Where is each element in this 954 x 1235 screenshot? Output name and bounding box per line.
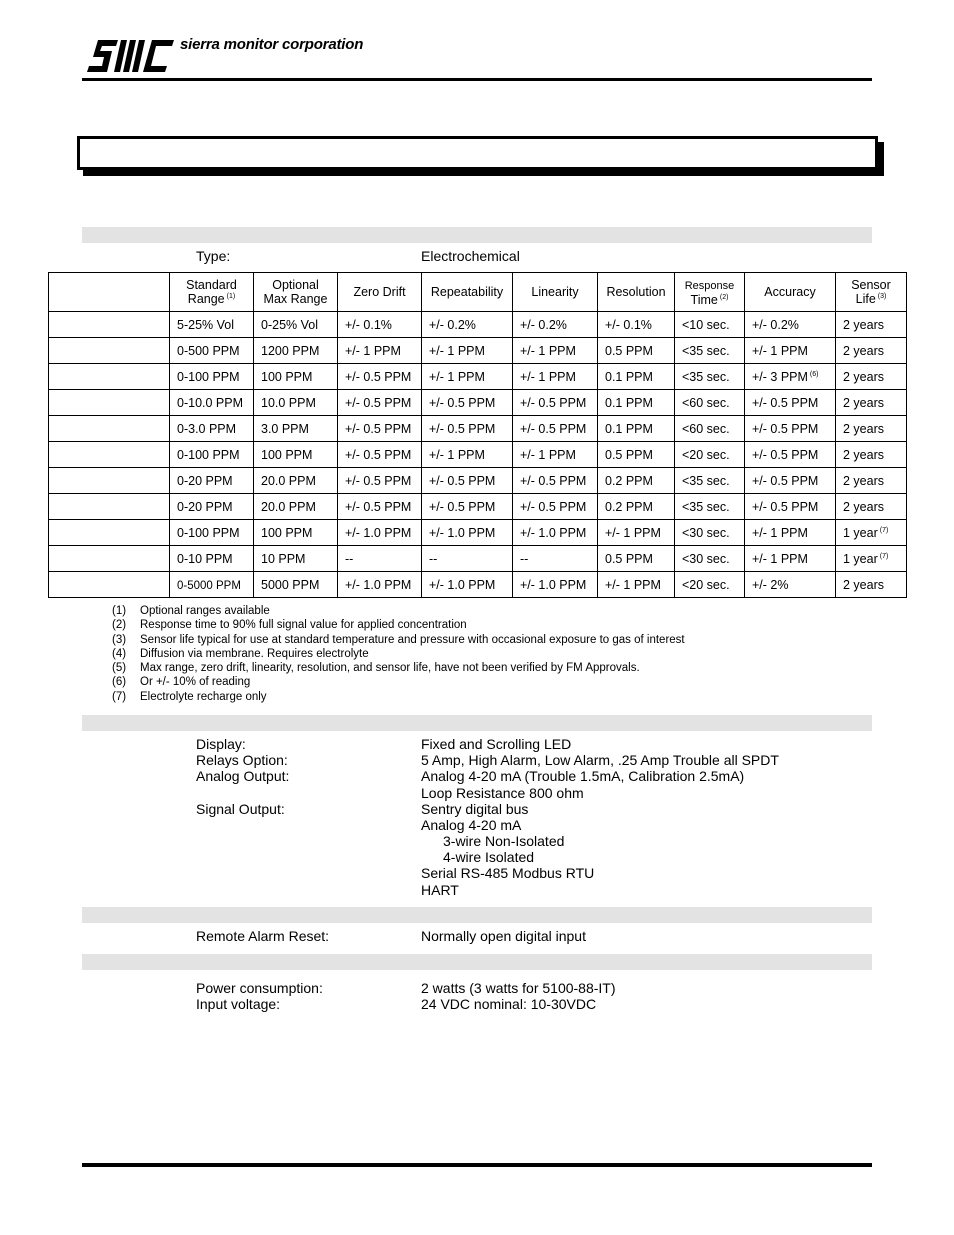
cell-response-time: <35 sec. xyxy=(675,468,745,494)
cell-linearity: +/- 0.5 PPM xyxy=(513,390,598,416)
cell-accuracy: +/- 3 PPM $^{(6)}$ xyxy=(745,364,836,390)
cell-response-time: <20 sec. xyxy=(675,572,745,598)
cell-response-time: <30 sec. xyxy=(675,520,745,546)
header-optional-max-range: Optional Max Range xyxy=(254,273,338,312)
cell-linearity: +/- 0.5 PPM xyxy=(513,468,598,494)
cell-accuracy: +/- 1 PPM xyxy=(745,338,836,364)
footnotes xyxy=(112,604,685,704)
cell-accuracy: +/- 0.5 PPM xyxy=(745,442,836,468)
footnote-text: Or +/- 10% of reading xyxy=(140,676,251,689)
power-consumption-label: Power consumption: xyxy=(196,980,323,996)
reset-value: Normally open digital input xyxy=(421,928,586,944)
cell-accuracy: +/- 1 PPM xyxy=(745,520,836,546)
footnote-item xyxy=(112,604,685,618)
cell-repeatability: +/- 1.0 PPM xyxy=(422,572,513,598)
cell-repeatability: +/- 1 PPM xyxy=(422,364,513,390)
cell-optional-max-range: 100 PPM xyxy=(254,442,338,468)
cell-repeatability: +/- 0.2% xyxy=(422,312,513,338)
cell-linearity: +/- 0.5 PPM xyxy=(513,494,598,520)
cell-sensor-life: 2 years xyxy=(836,416,907,442)
footnote-item xyxy=(112,675,685,689)
display-label: Display: xyxy=(196,736,246,752)
header-resolution: Resolution xyxy=(598,273,675,312)
cell-sensor-life: 1 year $^{(7)}$ xyxy=(836,546,907,572)
header-linearity: Linearity xyxy=(513,273,598,312)
section-title-box xyxy=(77,136,878,170)
signal-value-1: Sentry digital bus xyxy=(421,801,529,817)
cell-standard-range: 0-20 PPM xyxy=(170,468,254,494)
cell-response-time: <10 sec. xyxy=(675,312,745,338)
analog-value-2: Loop Resistance 800 ohm xyxy=(421,785,584,801)
cell-linearity: -- xyxy=(513,546,598,572)
footnote-number: (5) xyxy=(112,662,127,675)
cell-zero-drift: +/- 0.5 PPM xyxy=(338,364,422,390)
cell-zero-drift: +/- 0.5 PPM xyxy=(338,494,422,520)
cell-standard-range: 0-3.0 PPM xyxy=(170,416,254,442)
table-row xyxy=(49,416,907,442)
row-label-cell xyxy=(49,520,170,546)
cell-repeatability: +/- 0.5 PPM xyxy=(422,468,513,494)
cell-zero-drift: +/- 0.5 PPM xyxy=(338,468,422,494)
cell-optional-max-range: 5000 PPM xyxy=(254,572,338,598)
cell-response-time: <20 sec. xyxy=(675,442,745,468)
cell-resolution: 0.1 PPM xyxy=(598,416,675,442)
cell-standard-range: 5-25% Vol xyxy=(170,312,254,338)
relays-label: Relays Option: xyxy=(196,752,288,768)
header-rule xyxy=(82,78,872,81)
cell-response-time: <60 sec. xyxy=(675,390,745,416)
table-row xyxy=(49,338,907,364)
power-consumption-value: 2 watts (3 watts for 5100-88-IT) xyxy=(421,980,616,996)
cell-resolution: 0.5 PPM xyxy=(598,442,675,468)
analog-label: Analog Output: xyxy=(196,768,290,784)
header-sensor-life: Sensor Life $^{(3)}$ xyxy=(836,273,907,312)
row-label-cell xyxy=(49,416,170,442)
footnote-text: Response time to 90% full signal value for applied concentration xyxy=(140,619,467,632)
row-label-cell xyxy=(49,390,170,416)
cell-repeatability: +/- 0.5 PPM xyxy=(422,390,513,416)
footnote-text: Optional ranges available xyxy=(140,605,270,617)
cell-zero-drift: +/- 0.5 PPM xyxy=(338,442,422,468)
display-value: Fixed and Scrolling LED xyxy=(421,736,572,752)
signal-value-4: 4-wire Isolated xyxy=(443,849,535,865)
relays-value: 5 Amp, High Alarm, Low Alarm, .25 Amp Trouble all SPDT xyxy=(421,752,779,768)
header-standard-range: Standard Range $^{(1)}$ xyxy=(170,273,254,312)
cell-optional-max-range: 20.0 PPM xyxy=(254,468,338,494)
footnote-text: Max range, zero drift, linearity, resolution, and sensor life, have not been verified by FM Approvals. xyxy=(140,662,640,675)
cell-zero-drift: +/- 0.5 PPM xyxy=(338,416,422,442)
cell-sensor-life: 2 years xyxy=(836,390,907,416)
sensor-section-bar xyxy=(82,227,872,243)
outputs-section-bar xyxy=(82,715,872,731)
cell-resolution: +/- 0.1% xyxy=(598,312,675,338)
cell-response-time: <35 sec. xyxy=(675,364,745,390)
cell-resolution: +/- 1 PPM xyxy=(598,520,675,546)
row-label-cell xyxy=(49,572,170,598)
footnote-ref: (7) xyxy=(879,552,889,560)
cell-resolution: 0.1 PPM xyxy=(598,390,675,416)
header-blank xyxy=(49,273,170,312)
footnote-number: (7) xyxy=(112,690,127,703)
power-section-bar xyxy=(82,954,872,970)
row-label-cell xyxy=(49,312,170,338)
cell-linearity: +/- 1.0 PPM xyxy=(513,572,598,598)
cell-linearity: +/- 1.0 PPM xyxy=(513,520,598,546)
analog-value-1: Analog 4-20 mA (Trouble 1.5mA, Calibration 2.5mA) xyxy=(421,768,745,784)
header-repeatability: Repeatability xyxy=(422,273,513,312)
row-label-cell xyxy=(49,494,170,520)
reset-label: Remote Alarm Reset: xyxy=(196,928,330,944)
cell-repeatability: +/- 1 PPM xyxy=(422,338,513,364)
cell-sensor-life: 2 years xyxy=(836,468,907,494)
cell-linearity: +/- 0.2% xyxy=(513,312,598,338)
footnote-ref: (7) xyxy=(879,526,889,534)
cell-sensor-life: 2 years xyxy=(836,494,907,520)
cell-accuracy: +/- 0.5 PPM xyxy=(745,494,836,520)
cell-resolution: +/- 1 PPM xyxy=(598,572,675,598)
header-zero-drift: Zero Drift xyxy=(338,273,422,312)
cell-optional-max-range: 100 PPM xyxy=(254,364,338,390)
cell-optional-max-range: 3.0 PPM xyxy=(254,416,338,442)
cell-zero-drift: +/- 0.5 PPM xyxy=(338,390,422,416)
table-row xyxy=(49,312,907,338)
cell-standard-range: 0-10.0 PPM xyxy=(170,390,254,416)
cell-repeatability: +/- 1.0 PPM xyxy=(422,520,513,546)
cell-accuracy: +/- 0.2% xyxy=(745,312,836,338)
cell-resolution: 0.1 PPM xyxy=(598,364,675,390)
table-row xyxy=(49,442,907,468)
header-response-time: Response Time $^{(2)}$ xyxy=(675,273,745,312)
row-label-cell xyxy=(49,442,170,468)
cell-zero-drift: +/- 1.0 PPM xyxy=(338,520,422,546)
cell-sensor-life: 2 years xyxy=(836,364,907,390)
table-row xyxy=(49,546,907,572)
cell-sensor-life: 2 years xyxy=(836,338,907,364)
row-label-cell xyxy=(49,468,170,494)
cell-standard-range: 0-5000 PPM xyxy=(170,572,254,598)
cell-response-time: <35 sec. xyxy=(675,338,745,364)
cell-standard-range: 0-100 PPM xyxy=(170,364,254,390)
cell-response-time: <30 sec. xyxy=(675,546,745,572)
inputs-section-bar xyxy=(82,907,872,923)
cell-response-time: <35 sec. xyxy=(675,494,745,520)
cell-repeatability: +/- 1 PPM xyxy=(422,442,513,468)
type-value: Electrochemical xyxy=(421,248,520,264)
footnote-text: Sensor life typical for use at standard temperature and pressure with occasional exposure to gas of interest xyxy=(140,633,685,646)
footnote-item xyxy=(112,690,685,704)
type-label: Type: xyxy=(196,248,231,264)
footnote-item xyxy=(112,633,685,647)
cell-standard-range: 0-100 PPM xyxy=(170,442,254,468)
cell-accuracy: +/- 2% xyxy=(745,572,836,598)
row-label-cell xyxy=(49,546,170,572)
signal-value-5: Serial RS-485 Modbus RTU xyxy=(421,865,595,881)
cell-zero-drift: +/- 1.0 PPM xyxy=(338,572,422,598)
footnote-number: (6) xyxy=(112,676,127,689)
cell-linearity: +/- 1 PPM xyxy=(513,364,598,390)
cell-standard-range: 0-100 PPM xyxy=(170,520,254,546)
cell-optional-max-range: 10 PPM xyxy=(254,546,338,572)
cell-linearity: +/- 0.5 PPM xyxy=(513,416,598,442)
header-accuracy: Accuracy xyxy=(745,273,836,312)
cell-linearity: +/- 1 PPM xyxy=(513,338,598,364)
cell-resolution: 0.2 PPM xyxy=(598,468,675,494)
cell-zero-drift: +/- 0.1% xyxy=(338,312,422,338)
cell-optional-max-range: 100 PPM xyxy=(254,520,338,546)
table-row xyxy=(49,468,907,494)
signal-value-3: 3-wire Non-Isolated xyxy=(443,833,565,849)
signal-value-2: Analog 4-20 mA xyxy=(421,817,522,833)
company-name: sierra monitor corporation xyxy=(180,36,364,53)
input-voltage-value: 24 VDC nominal: 10-30VDC xyxy=(421,996,597,1012)
footnote-item xyxy=(112,661,685,675)
footnote-number: (1) xyxy=(112,605,127,617)
table-row xyxy=(49,390,907,416)
cell-repeatability: +/- 0.5 PPM xyxy=(422,416,513,442)
footnote-text: Diffusion via membrane. Requires electrolyte xyxy=(140,647,369,660)
footnote-item xyxy=(112,647,685,661)
table-row xyxy=(49,572,907,598)
footnote-number: (2) xyxy=(112,619,127,632)
smc-logo xyxy=(84,38,176,76)
cell-accuracy: +/- 0.5 PPM xyxy=(745,468,836,494)
row-label-cell xyxy=(49,364,170,390)
table-header-row xyxy=(49,273,907,312)
cell-standard-range: 0-20 PPM xyxy=(170,494,254,520)
signal-label: Signal Output: xyxy=(196,801,285,817)
footnote-ref: (6) xyxy=(809,370,819,378)
cell-standard-range: 0-500 PPM xyxy=(170,338,254,364)
input-voltage-label: Input voltage: xyxy=(196,996,281,1012)
cell-repeatability: -- xyxy=(422,546,513,572)
cell-optional-max-range: 20.0 PPM xyxy=(254,494,338,520)
cell-accuracy: +/- 0.5 PPM xyxy=(745,390,836,416)
cell-zero-drift: -- xyxy=(338,546,422,572)
cell-repeatability: +/- 0.5 PPM xyxy=(422,494,513,520)
cell-resolution: 0.5 PPM xyxy=(598,546,675,572)
footer-rule xyxy=(82,1163,872,1167)
cell-resolution: 0.2 PPM xyxy=(598,494,675,520)
cell-accuracy: +/- 0.5 PPM xyxy=(745,416,836,442)
table-row xyxy=(49,364,907,390)
signal-value-6: HART xyxy=(421,882,459,898)
cell-sensor-life: 1 year $^{(7)}$ xyxy=(836,520,907,546)
cell-optional-max-range: 10.0 PPM xyxy=(254,390,338,416)
cell-sensor-life: 2 years xyxy=(836,312,907,338)
cell-optional-max-range: 0-25% Vol xyxy=(254,312,338,338)
cell-sensor-life: 2 years xyxy=(836,572,907,598)
table-row xyxy=(49,494,907,520)
cell-sensor-life: 2 years xyxy=(836,442,907,468)
cell-standard-range: 0-10 PPM xyxy=(170,546,254,572)
sensor-spec-table xyxy=(48,272,907,598)
table-row xyxy=(49,520,907,546)
footnote-text: Electrolyte recharge only xyxy=(140,690,267,703)
cell-response-time: <60 sec. xyxy=(675,416,745,442)
cell-optional-max-range: 1200 PPM xyxy=(254,338,338,364)
footnote-number: (3) xyxy=(112,633,127,646)
footnote-number: (4) xyxy=(112,647,127,660)
cell-zero-drift: +/- 1 PPM xyxy=(338,338,422,364)
cell-accuracy: +/- 1 PPM xyxy=(745,546,836,572)
cell-resolution: 0.5 PPM xyxy=(598,338,675,364)
footnote-item xyxy=(112,618,685,632)
cell-linearity: +/- 1 PPM xyxy=(513,442,598,468)
row-label-cell xyxy=(49,338,170,364)
